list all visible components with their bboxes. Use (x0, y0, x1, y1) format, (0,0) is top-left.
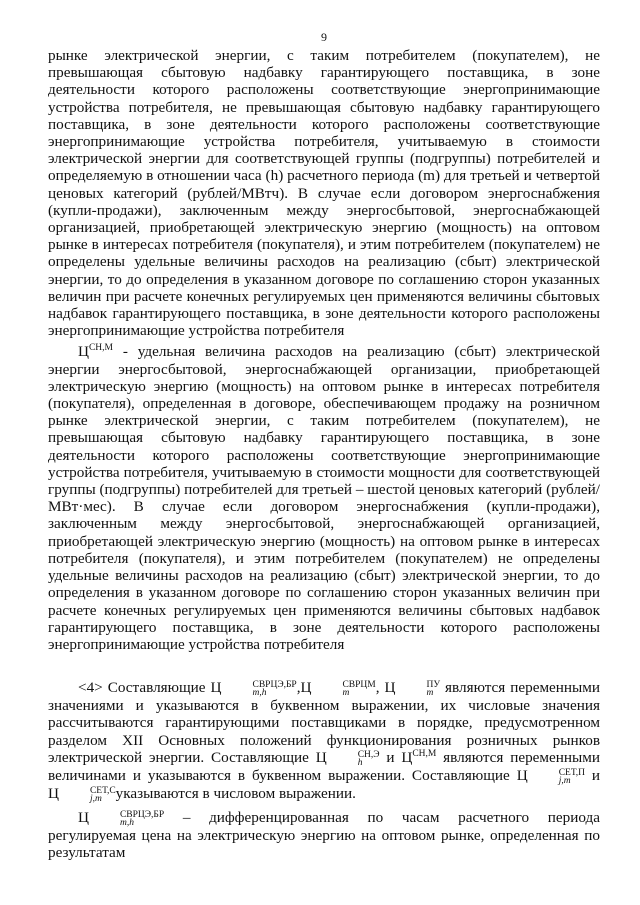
symbol-c-sn-m: $Ц^{СН,М}$ (78, 343, 113, 361)
symbol-c-svrce-br-2: Ц СВРЦЭ,БР m,h (78, 808, 165, 828)
paragraph-footnote-4: <4> Составляющие Ц СВРЦЭ,БР m,h ,Ц СВРЦМ m , Ц ПУ m являются переменными значениями и указываются в буквенном выражении, их числовые значения рассчитываются гарантирующими поставщиками в порядке, предусмотренном разделом XII Основных положений функционирования розничных рынков электрической энергии. Составляющие Ц СН,Э h и $Ц^{СН,М}$ являются переменными величинами и указываются в буквенном выражении. Составляющие Ц СЕТ,П j,m и Ц СЕТ,С j,m указываются в числовом выражении. (48, 679, 600, 804)
symbol-c-set-p: Ц СЕТ,П j,m (516, 766, 585, 786)
paragraph-1: рынке электрической энергии, с таким потребителем (покупателем), не превышающая сбытовую надбавку гарантирующего поставщика, в зоне деятельности которого расположены соответствующие энергопринимающие устройства потребителя, не превышающая сбытовую надбавку гарантирующего поставщика, в зоне деятельности которого расположены соответствующие энергопринимающие устройства потребителя, учитываемую в стоимости электрической энергии для соответствующей группы (подгруппы) потребителей и определяемую в отношении часа (h) расчетного периода (m) для третьей и четвертой ценовых категорий (рублей/МВтч). В случае если договором энергоснабжения (купли-продажи), заключенным между энергосбытовой, энергоснабжающей организацией, приобретающей электрическую энергию (мощность) на оптовом рынке в интересах потребителя (покупателя), и этим потребителем (покупателем) не определены удельные величины расходов на реализацию (сбыт) электрической энергии, то до определения в указанном договоре по соглашению сторон указанных величин при расчете конечных регулируемых цен применяются величины сбытовых надбавок гарантирующего поставщика, в зоне деятельности которого расположены энергопринимающие устройства потребителя (48, 47, 600, 340)
symbol-c-sn-m-2: $Ц^{СН,М}$ (401, 748, 437, 766)
paragraph-2: $Ц^{СН,М}$ - удельная величина расходов на реализацию (сбыт) электрической энергии энергосбытовой, энергоснабжающей организации, приобретающей электрическую энергию (мощность) на оптовом рынке в интересах потребителя (покупателя), определенная в договоре, обеспечивающем продажу на розничном рынке электрической энергии, с таким потребителем (покупателем), не превышающая сбытовую надбавку гарантирующего поставщика, в зоне деятельности которого расположены соответствующие энергопринимающие устройства потребителя, учитываемую в стоимости мощности для соответствующей группы (подгруппы) потребителей для третьей – шестой ценовых категорий (рублей/МВт·мес). В случае если договором энергоснабжения (купли-продажи), заключенным между энергосбытовой, энергоснабжающей организацией, приобретающей электрическую энергию (мощность) на оптовом рынке в интересах потребителя (покупателя), и этим потребителем (покупателем) не определены удельные величины расходов на реализацию (сбыт) электрической энергии, то до определения в указанном договоре по соглашению сторон указанных величин при расчете конечных регулируемых цен применяются величины сбытовых надбавок гарантирующего поставщика, в зоне деятельности которого расположены энергопринимающие устройства потребителя (48, 343, 600, 653)
page-number: 9 (321, 30, 327, 44)
symbol-c-pu: Ц ПУ m (384, 679, 441, 699)
paragraph-definition-svrce: Ц СВРЦЭ,БР m,h – дифференцированная по часам расчетного периода регулируемая цена на электрическую энергию на оптовом рынке, определенная по результатам (48, 808, 600, 861)
symbol-c-svrcm: Ц СВРЦМ m (300, 679, 376, 699)
symbol-c-sn-e: Ц СН,Э h (315, 748, 380, 768)
symbol-c-set-s: Ц СЕТ,С j,m (48, 784, 116, 804)
symbol-c-svrce-br: Ц СВРЦЭ,БР m,h (210, 679, 297, 699)
